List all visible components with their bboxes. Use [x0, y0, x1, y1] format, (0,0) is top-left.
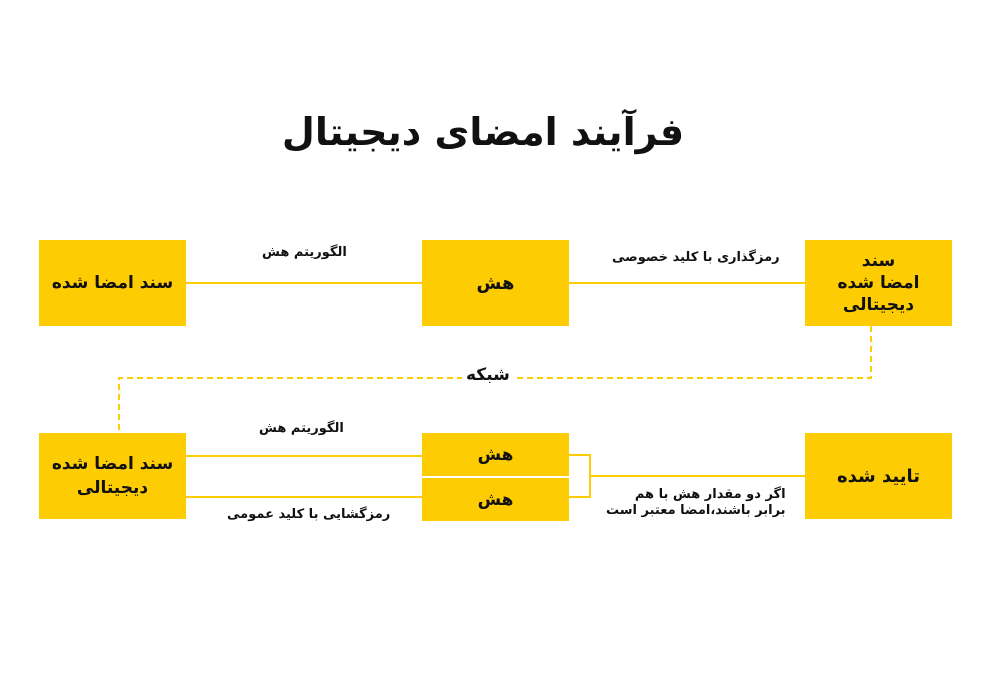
- hash-box: [422, 240, 569, 326]
- hash-box-top: [422, 433, 569, 476]
- received-document-label: سند امضا شده دیجیتالی: [51, 454, 174, 498]
- signed-document-box: [39, 240, 186, 326]
- network-label: شبکه: [462, 365, 514, 385]
- signed-document-label: سند امضا شده: [51, 273, 174, 293]
- hash-box-bottom: [422, 478, 569, 521]
- verified-box: [805, 433, 952, 519]
- hash-algorithm-label-2: الگوریتم هش: [259, 421, 344, 436]
- private-key-encryption-label: رمزگذاری با کلید خصوصی: [612, 250, 780, 265]
- hash-top-label: هش: [477, 444, 514, 465]
- received-document-box: [39, 433, 186, 519]
- compare-bracket: [569, 455, 590, 497]
- hash-algorithm-label: الگوریتم هش: [262, 245, 347, 260]
- hash-label: هش: [476, 272, 515, 294]
- verified-label: تایید شده: [837, 465, 921, 487]
- page-title: فرآیند امضای دیجیتال: [281, 110, 685, 154]
- digitally-signed-document-label: سند امضا شده دیجیتالی: [837, 251, 920, 315]
- compare-condition-label: اگر دو مقدار هش با هم برابر باشند،امضا معتبر است: [606, 487, 786, 518]
- public-key-decryption-label: رمزگشایی با کلید عمومی: [227, 507, 391, 522]
- hash-bottom-label: هش: [477, 489, 514, 510]
- digitally-signed-document-box: [805, 240, 952, 326]
